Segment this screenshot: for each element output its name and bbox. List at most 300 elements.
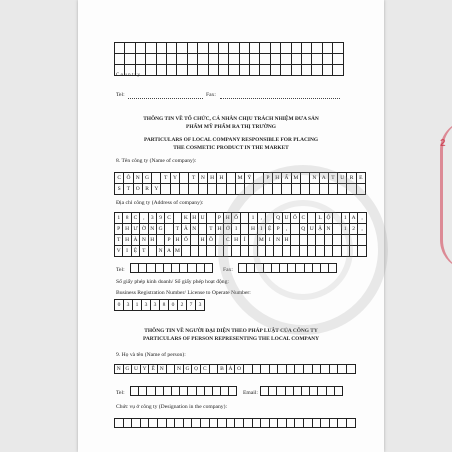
grid-cell-char: C [133, 215, 138, 221]
grid-cell [131, 264, 139, 273]
grid-cell [192, 365, 201, 374]
grid-cell [167, 65, 177, 76]
grid-cell [149, 224, 157, 235]
grid-cell [184, 419, 193, 428]
grid-cell-char: I [235, 226, 238, 232]
grid-cell [182, 213, 190, 224]
grid-cell-char: M [174, 248, 180, 254]
grid-cell-char: H [125, 237, 130, 243]
grid-cell [188, 43, 198, 54]
grid-cell-char: K [183, 215, 188, 221]
grid-cell-char: T [142, 248, 146, 254]
country-grid-label: C o u n t r y [116, 73, 140, 78]
grid-cell [115, 365, 124, 374]
grid-cell-char: P [266, 175, 270, 181]
grid-cell-char: Ờ [141, 226, 146, 232]
grid-cell [146, 65, 156, 76]
grid-cell [302, 43, 312, 54]
grid-cell [312, 54, 322, 65]
grid-cell-char: H [234, 237, 239, 243]
grid-cell [180, 184, 189, 195]
grid-cell-char: I [260, 226, 263, 232]
grid-cell-char: 9 [159, 215, 163, 221]
grid-cell [294, 387, 302, 396]
grid-cell [115, 419, 124, 428]
tel-grid [130, 263, 213, 273]
grid-cell [271, 65, 281, 76]
grid-cell [330, 419, 339, 428]
grid-cell [115, 184, 124, 195]
grid-cell [132, 246, 140, 257]
grid-cell [312, 65, 322, 76]
grid-cell-char: N [200, 175, 205, 181]
grid-cell [261, 387, 269, 396]
person-tel-grid [130, 386, 237, 396]
grid-cell [141, 419, 150, 428]
grid-cell [196, 300, 205, 311]
grid-cell-char: Ô [126, 175, 131, 181]
grid-cell-char: H [219, 175, 224, 181]
grid-cell-char: H [192, 215, 197, 221]
grid-cell-char: C [202, 366, 207, 372]
grid-cell-char: N [116, 366, 121, 372]
grid-cell [199, 246, 207, 257]
grid-cell [207, 224, 215, 235]
grid-cell [221, 387, 229, 396]
grid-cell [191, 246, 199, 257]
grid-cell [318, 387, 326, 396]
grid-cell [338, 419, 347, 428]
grid-cell [140, 213, 148, 224]
grid-cell [304, 419, 313, 428]
grid-cell [115, 300, 124, 311]
designation-grid [114, 418, 356, 428]
grid-cell [151, 300, 160, 311]
grid-cell [115, 224, 123, 235]
fax-label-1: Fax: [206, 92, 216, 98]
grid-cell [149, 419, 158, 428]
grid-cell-char: A [167, 248, 172, 254]
grid-cell-char: P [167, 237, 171, 243]
grid-cell-char: 3 [150, 215, 154, 221]
grid-cell [197, 387, 205, 396]
company-name-label: 8. Tên công ty (Name of company): [116, 158, 197, 164]
grid-cell [253, 365, 262, 374]
grid-cell [278, 365, 287, 374]
grid-cell [295, 419, 304, 428]
grid-cell [313, 365, 322, 374]
grid-cell-char: T [163, 175, 168, 181]
grid-cell [277, 387, 285, 396]
grid-cell [174, 224, 182, 235]
grid-cell [124, 365, 133, 374]
grid-cell [327, 387, 335, 396]
grid-cell [174, 246, 182, 257]
grid-cell [132, 235, 140, 246]
grid-cell-char: U [309, 226, 314, 232]
grid-cell-char: 1 [251, 215, 255, 221]
grid-cell [146, 43, 156, 54]
grid-cell [180, 387, 188, 396]
grid-cell [167, 43, 177, 54]
grid-cell [184, 365, 193, 374]
grid-cell-char: N [326, 226, 331, 232]
grid-cell [330, 365, 339, 374]
grid-cell [269, 387, 277, 396]
grid-cell [165, 246, 173, 257]
grid-cell-char: H [125, 226, 130, 232]
grid-cell [149, 246, 157, 257]
grid-cell [207, 235, 215, 246]
grid-cell [149, 213, 157, 224]
grid-cell [165, 235, 173, 246]
grid-cell-char: C [167, 215, 171, 221]
grid-cell-char: U [284, 215, 289, 221]
grid-cell-char: C [301, 215, 306, 221]
grid-cell-char: U [133, 366, 138, 372]
grid-cell-char: O [135, 186, 140, 192]
grid-cell [323, 43, 333, 54]
grid-cell [244, 365, 253, 374]
grid-cell-char: 3 [144, 302, 148, 308]
grid-cell [149, 365, 158, 374]
grid-cell-char: N [312, 175, 317, 181]
grid-cell-char: E [359, 175, 363, 181]
grid-cell [174, 213, 182, 224]
grid-cell-char: , [361, 226, 363, 232]
grid-cell [198, 54, 208, 65]
grid-cell [187, 300, 196, 311]
grid-cell-char: N [141, 237, 146, 243]
grid-cell-char: L [318, 215, 322, 221]
grid-cell-char: Y [154, 186, 159, 192]
section2-title-vi: THÔNG TIN VỀ NGƯỜI ĐẠI DIỆN THEO PHÁP LUẬT CỦA CÔNG TY [144, 328, 318, 334]
grid-cell-char: N [176, 366, 181, 372]
grid-cell-char: 8 [162, 302, 166, 308]
grid-cell [286, 387, 294, 396]
grid-cell-char: A [351, 215, 356, 221]
tel-line-1 [128, 98, 203, 99]
grid-cell [261, 419, 270, 428]
grid-cell [217, 184, 226, 195]
grid-cell-char: 0 [117, 302, 121, 308]
grid-cell-char: H [250, 226, 255, 232]
tel-label-1: Tel: [116, 92, 125, 98]
grid-cell [260, 54, 270, 65]
grid-cell [333, 43, 343, 54]
fax-label-2: Fax: [223, 267, 233, 273]
grid-cell-char: N [192, 226, 197, 232]
grid-cell [207, 246, 215, 257]
grid-cell-char: Y [172, 175, 177, 181]
grid-cell [133, 300, 142, 311]
grid-cell [207, 213, 215, 224]
grid-cell [165, 213, 173, 224]
grid-cell-char: 3 [198, 302, 202, 308]
grid-cell [140, 235, 148, 246]
grid-cell-char: G [145, 175, 150, 181]
grid-cell [287, 419, 296, 428]
grid-cell [240, 65, 250, 76]
grid-cell-char: Ệ [133, 248, 138, 254]
grid-cell [210, 419, 219, 428]
grid-cell [338, 365, 347, 374]
section1-title-vi-1: THÔNG TIN VỀ TỔ CHỨC, CÁ NHÂN CHỊU TRÁCH NHIỆM ĐƯA SẢN [143, 116, 319, 122]
grid-cell-char: 1 [343, 226, 347, 232]
grid-cell-char: M [258, 237, 264, 243]
grid-cell [147, 264, 155, 273]
grid-cell-char: Ố [183, 237, 188, 243]
grid-cell [167, 365, 176, 374]
grid-cell [188, 54, 198, 65]
grid-cell [132, 365, 141, 374]
grid-cell-char: P [217, 215, 221, 221]
grid-cell [270, 365, 279, 374]
grid-cell-char: H [175, 237, 180, 243]
grid-cell [321, 419, 330, 428]
grid-cell [177, 65, 187, 76]
section2-title-en: PARTICULARS OF PERSON REPRESENTING THE LOCAL COMPANY [142, 336, 320, 342]
grid-cell [218, 365, 227, 374]
grid-cell [229, 387, 237, 396]
grid-cell [310, 387, 318, 396]
grid-cell [157, 224, 165, 235]
grid-cell-char: I [126, 248, 128, 254]
grid-cell-char: 2 [180, 302, 184, 308]
grid-cell-char: , [260, 215, 263, 221]
grid-cell-char: Ọ [194, 366, 199, 372]
grid-cell [281, 54, 291, 65]
grid-cell [333, 54, 343, 65]
grid-cell-char: Ệ [268, 226, 272, 232]
grid-cell [281, 43, 291, 54]
person-name-label: 9. Họ và tên (Name of person): [116, 352, 186, 358]
grid-cell-char: H [217, 226, 222, 232]
grid-cell [260, 43, 270, 54]
email-grid [260, 386, 343, 396]
tel-label-3: Tel: [116, 390, 125, 396]
grid-cell [292, 54, 302, 65]
grid-cell [157, 235, 165, 246]
grid-cell [123, 235, 131, 246]
grid-cell [146, 54, 156, 65]
grid-cell [141, 365, 150, 374]
grid-cell [139, 387, 147, 396]
grid-cell [260, 65, 270, 76]
grid-cell [140, 224, 148, 235]
grid-cell [139, 264, 147, 273]
red-stamp-text: 2 [440, 138, 446, 149]
grid-cell [143, 184, 152, 195]
grid-cell [213, 387, 221, 396]
grid-cell [227, 419, 236, 428]
grid-cell-char: Ố [292, 215, 297, 221]
grid-cell [304, 365, 313, 374]
grid-cell-char: , [143, 215, 145, 221]
grid-cell [182, 235, 190, 246]
grid-cell [157, 213, 165, 224]
grid-cell [287, 365, 296, 374]
tel-label-2: Tel: [116, 267, 125, 273]
grid-cell [134, 184, 143, 195]
grid-cell-char: C [225, 237, 230, 243]
grid-cell-char: Ỹ [247, 175, 252, 181]
country-grid [114, 42, 344, 76]
grid-cell [136, 54, 146, 65]
grid-cell-char: G [185, 366, 190, 372]
section1-title-en-2: THE COSMETIC PRODUCT IN THE MARKET [173, 145, 289, 151]
grid-cell-char: H [210, 175, 215, 181]
grid-cell [191, 224, 199, 235]
grid-cell [158, 419, 167, 428]
grid-cell [292, 65, 302, 76]
grid-cell [302, 54, 312, 65]
grid-cell-char: Ố [234, 215, 239, 221]
grid-cell-char: 1 [343, 215, 347, 221]
grid-cell [156, 387, 164, 396]
grid-cell [172, 387, 180, 396]
grid-cell-char: I [268, 237, 271, 243]
grid-cell [250, 65, 260, 76]
grid-cell-char: 2 [352, 226, 355, 232]
grid-cell [167, 54, 177, 65]
grid-cell [178, 300, 187, 311]
grid-cell [142, 300, 151, 311]
grid-cell [227, 184, 236, 195]
grid-cell-char: Ẩ [284, 175, 289, 181]
registration-form-page [78, 0, 384, 452]
grid-cell [205, 264, 213, 273]
grid-cell [157, 43, 167, 54]
grid-cell [271, 43, 281, 54]
grid-cell-char: U [340, 175, 345, 181]
section1-title-vi-2: PHẨM MỸ PHẨM RA THỊ TRƯỜNG [186, 124, 276, 130]
grid-cell-char: A [321, 175, 326, 181]
grid-cell [192, 419, 201, 428]
grid-cell [161, 184, 170, 195]
grid-cell-char: M [237, 175, 243, 181]
grid-cell-char: T [191, 175, 196, 181]
grid-cell [132, 224, 140, 235]
grid-cell [261, 365, 270, 374]
grid-cell-char: T [209, 226, 213, 232]
grid-cell [199, 184, 208, 195]
grid-cell-char: R [349, 175, 354, 181]
grid-cell [157, 246, 165, 257]
grid-cell [219, 43, 229, 54]
grid-cell [250, 43, 260, 54]
grid-cell [281, 65, 291, 76]
grid-cell [115, 43, 125, 54]
grid-cell [240, 54, 250, 65]
grid-cell [229, 65, 239, 76]
grid-cell [312, 43, 322, 54]
grid-cell-char: Ễ [151, 366, 155, 372]
grid-cell [124, 300, 133, 311]
grid-cell-char: B [220, 366, 224, 372]
grid-cell [189, 184, 198, 195]
grid-cell [115, 246, 123, 257]
company-address-label: Địa chỉ công ty (Address of company): [116, 200, 204, 206]
grid-cell-char: N [159, 366, 164, 372]
grid-cell [160, 300, 169, 311]
grid-cell [250, 54, 260, 65]
grid-cell-char: M [293, 175, 299, 181]
grid-cell-char: G [125, 366, 130, 372]
business-reg-label-vi: Số giấy phép kinh doanh/ Số giấy phép hoạt động: [116, 279, 229, 285]
grid-cell [229, 43, 239, 54]
grid-cell [152, 184, 161, 195]
grid-cell [177, 54, 187, 65]
grid-cell [209, 65, 219, 76]
grid-cell [197, 264, 205, 273]
grid-cell [131, 387, 139, 396]
grid-cell-char: 7 [189, 302, 193, 308]
grid-cell [323, 54, 333, 65]
business-reg-label-en: Business Registration Number/ License to Operate Number: [116, 290, 251, 296]
grid-cell-char: 3 [126, 302, 130, 308]
person-name-grid [114, 364, 356, 374]
grid-cell [302, 387, 310, 396]
grid-cell [175, 365, 184, 374]
grid-cell [188, 264, 196, 273]
grid-cell [313, 419, 322, 428]
grid-cell-char: T [126, 186, 131, 192]
grid-cell-char: H [284, 237, 289, 243]
grid-cell-char: T [331, 175, 335, 181]
grid-cell [302, 65, 312, 76]
grid-cell [209, 43, 219, 54]
watermark-seal-inner [253, 200, 353, 300]
grid-cell-char: Ậ [318, 226, 323, 232]
grid-cell [199, 235, 207, 246]
grid-cell [295, 365, 304, 374]
grid-cell [115, 213, 123, 224]
grid-cell [182, 224, 190, 235]
grid-cell [253, 419, 262, 428]
grid-cell-char: O [237, 366, 242, 372]
grid-cell-char: V [116, 248, 121, 254]
designation-label: Chức vụ ở công ty (Designation in the company): [116, 404, 228, 410]
grid-cell [164, 264, 172, 273]
grid-cell-char: Ộ [326, 215, 331, 221]
grid-cell-char: P [117, 226, 121, 232]
grid-cell [219, 54, 229, 65]
grid-cell-char: R [145, 186, 149, 192]
grid-cell [125, 54, 135, 65]
grid-cell-char: N [150, 226, 155, 232]
grid-cell [158, 365, 167, 374]
grid-cell-char: Â [183, 226, 188, 232]
grid-cell [124, 184, 133, 195]
grid-cell [208, 184, 217, 195]
grid-cell-char: 0 [171, 302, 175, 308]
grid-cell [136, 43, 146, 54]
grid-cell [198, 43, 208, 54]
grid-cell [244, 419, 253, 428]
grid-cell-char: H [150, 237, 155, 243]
grid-cell [201, 419, 210, 428]
grid-cell [201, 365, 210, 374]
grid-cell [333, 65, 343, 76]
grid-cell [123, 213, 131, 224]
grid-cell-char: À [133, 237, 138, 243]
grid-cell [124, 419, 133, 428]
grid-cell [188, 387, 196, 396]
grid-cell [157, 54, 167, 65]
grid-cell [140, 246, 148, 257]
grid-cell [123, 246, 131, 257]
